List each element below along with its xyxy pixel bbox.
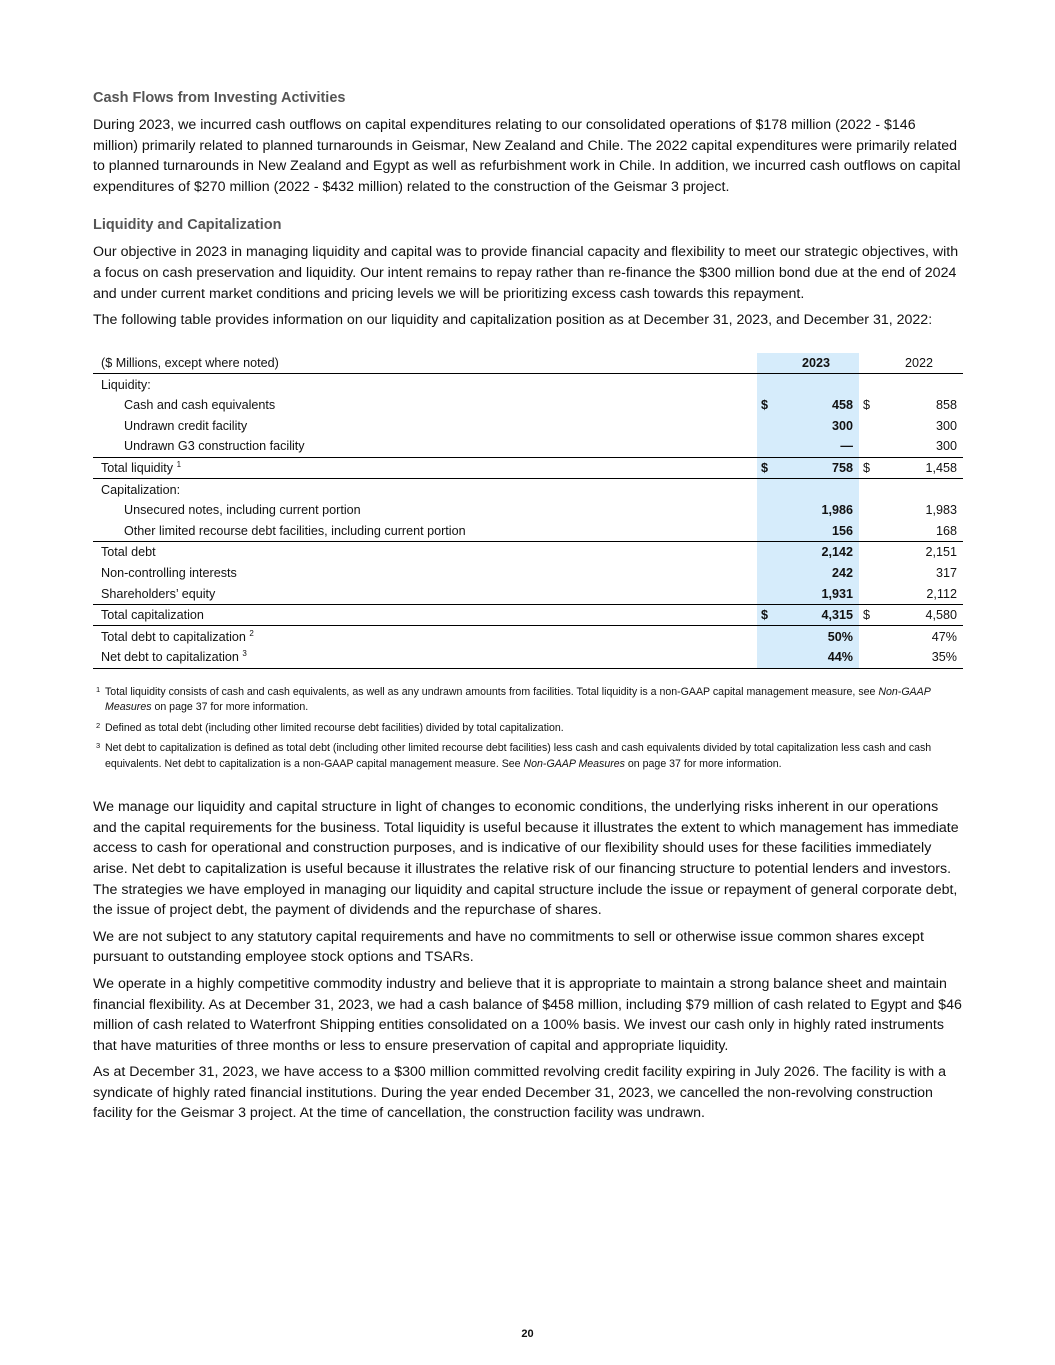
currency-2022 (859, 647, 875, 668)
value-2022: 35% (875, 647, 963, 668)
table-header-row (93, 353, 963, 374)
currency-2023 (757, 521, 773, 542)
table-row (93, 374, 963, 395)
currency-2023: $ (757, 604, 773, 626)
table-row (93, 626, 963, 647)
table-row (93, 457, 963, 479)
currency-2022 (859, 521, 875, 542)
footnote-text: Net debt to capitalization is defined as total debt (including other limited recourse debt facilities) less cash and cash equivalents divided by total capitalization less cash and cash equivalents. Net debt to capitalization is a non-GAAP capital management measure. See (105, 742, 932, 770)
currency-2022 (859, 479, 875, 500)
row-label: Total debt to capitalization $^2$ (93, 626, 657, 647)
value-2022: 2,151 (875, 542, 963, 563)
value-2023: — (773, 436, 859, 457)
row-label: Non-controlling interests (101, 565, 237, 580)
closing-paragraphs (93, 797, 963, 1124)
currency-2023: $ (757, 395, 773, 416)
table-row (93, 416, 963, 437)
value-2023: 156 (773, 521, 859, 542)
paragraph-financial-flexibility: We operate in a highly competitive commodity industry and believe that it is appropriate to maintain a strong balance sheet and maintain financial flexibility. As at December 31, 2023, we had a cash balance of $458 million, including $79 million of cash related to Egypt and $46 million of cash related to Waterfront Shipping entities consolidated on a 100% basis. We invest our cash only in highly rated instruments that have maturities of three months or less to ensure preservation of capital and appropriate liquidity. (93, 975, 962, 1054)
footnote-text-end: on page 37 for more information. (151, 701, 309, 714)
table-row (93, 521, 963, 542)
liquidity-table (93, 353, 963, 669)
row-label: Total capitalization (93, 604, 657, 626)
value-2023: 758 (773, 457, 859, 479)
footnote-reference: Non-GAAP Measures (105, 685, 931, 714)
value-2023: 4,315 (773, 604, 859, 626)
value-2022: 858 (935, 398, 957, 413)
table-row (93, 647, 963, 668)
value-2023: 2,142 (773, 542, 859, 563)
paragraph-capital-structure: We manage our liquidity and capital structure in light of changes to economic conditions, the underlying risks inherent in our operations and the capital requirements for the business. Total liquidity is useful because it illustrates the extent to which management has immediate access to cash for operational and construction purposes, and is indicative of our flexibility should uses for these facilities immediately arise. Net debt to capitalization is useful because it illustrates the relative risk of our financing structure to potential lenders and investors. The strategies we have employed in managing our liquidity and capital structure include the issue or repayment of general corporate debt, the issue of project debt, the payment of dividends and the repurchase of shares. (93, 799, 959, 919)
value-2022: 300 (935, 418, 957, 433)
investing-paragraph: During 2023, we incurred cash outflows on capital expenditures relating to our consolidated operations of $178 million (2022 - $146 million) primarily related to planned turnarounds in Geismar, New Zealand and Chile. The 2022 capital expenditures were primarily related to planned turnarounds in New Zealand and Egypt as well as refurbishment work in Chile. In addition, we incurred cash outflows on capital expenditures of $270 million (2022 - $432 million) related to the construction of the Geismar 3 project. (93, 117, 961, 195)
value-2022: 47% (875, 626, 963, 647)
table-row (93, 563, 963, 584)
liquidity-paragraph: Our objective in 2023 in managing liquidity and capital was to provide financial capacity and flexibility to meet our strategic objectives, with a focus on cash preservation and liquidity. Our intent remains to repay rather than re-finance the $300 million bond due at the end of 2024 and under current market conditions and pricing levels we will be prioritizing excess cash towards this repayment. (93, 244, 959, 302)
table-row (93, 436, 963, 457)
footnote-marker: 1 (176, 460, 182, 470)
value-2022: 2,112 (926, 586, 957, 601)
document-page (93, 88, 963, 1130)
currency-2023 (757, 416, 773, 437)
row-label: Other limited recourse debt facilities, including current portion (124, 523, 466, 538)
row-label: Unsecured notes, including current portion (124, 503, 361, 518)
value-2022: 168 (935, 523, 957, 538)
row-label: Total liquidity $^1$ (93, 457, 657, 479)
value-2023: 1,986 (773, 500, 859, 521)
column-header-2023: 2023 (773, 353, 859, 374)
table-row (93, 542, 963, 563)
table-row (93, 500, 963, 521)
currency-2023 (757, 479, 773, 500)
value-2022: 1,458 (875, 457, 963, 479)
value-2022: 317 (935, 565, 957, 580)
footnote (93, 685, 963, 716)
row-label: Undrawn G3 construction facility (124, 439, 305, 454)
value-2022 (875, 479, 963, 500)
table-row (93, 479, 963, 500)
value-2023: 300 (773, 416, 859, 437)
table-intro-paragraph: The following table provides information on our liquidity and capitalization position as at December 31, 2023, and December 31, 2022: (93, 312, 933, 329)
currency-2023 (757, 436, 773, 457)
value-2023: 50% (773, 626, 859, 647)
value-2023: 1,931 (773, 583, 859, 604)
footnote-number: 2 (96, 720, 101, 730)
row-label: Liquidity: (101, 377, 151, 392)
currency-2022 (859, 416, 875, 437)
currency-2023: $ (757, 457, 773, 479)
column-header-2022: 2022 (875, 353, 963, 374)
footnote-text: Defined as total debt (including other limited recourse debt facilities) divided by total capitalization. (105, 721, 564, 734)
value-2023 (773, 374, 859, 395)
currency-2022 (859, 436, 875, 457)
row-label: Cash and cash equivalents (124, 398, 276, 413)
currency-2022 (859, 542, 875, 563)
currency-2022 (859, 583, 875, 604)
currency-2022: $ (859, 604, 875, 626)
currency-2022 (859, 563, 875, 584)
footnote-text-end: on page 37 for more information. (624, 757, 782, 770)
section-heading-investing: Cash Flows from Investing Activities (93, 90, 346, 106)
page-number: 20 (521, 1328, 534, 1340)
row-label: Undrawn credit facility (124, 418, 248, 433)
currency-2023 (757, 500, 773, 521)
table-row (93, 604, 963, 626)
currency-2022 (859, 374, 875, 395)
value-2022: 300 (935, 439, 957, 454)
paragraph-credit-facility: As at December 31, 2023, we have access to a $300 million committed revolving credit facility expiring in July 2026. The facility is with a syndicate of highly rated financial institutions. During the year ended December 31, 2023, we cancelled the non-revolving construction facility for the Geismar 3 project. At the time of cancellation, the construction facility was undrawn. (93, 1064, 946, 1122)
table-row (93, 395, 963, 416)
footnote (93, 721, 963, 737)
row-label: Net debt to capitalization $^3$ (93, 647, 657, 668)
currency-2023 (757, 374, 773, 395)
row-label: Total debt (93, 542, 657, 563)
footnote (93, 741, 963, 772)
currency-2022 (859, 626, 875, 647)
currency-2022 (859, 500, 875, 521)
footnote-reference: Non-GAAP Measures (523, 757, 625, 770)
currency-2022: $ (863, 398, 871, 413)
footnotes (93, 685, 963, 773)
currency-2023 (757, 563, 773, 584)
row-label: Capitalization: (93, 479, 657, 500)
value-2022: 4,580 (875, 604, 963, 626)
currency-2022: $ (859, 457, 875, 479)
table-row (93, 583, 963, 604)
row-label: Shareholders’ equity (101, 586, 216, 601)
value-2022: 1,983 (925, 503, 957, 518)
value-2023: 458 (773, 395, 859, 416)
currency-2023 (757, 542, 773, 563)
footnote-marker: 2 (249, 628, 254, 638)
footnote-number: 1 (96, 684, 101, 694)
footnote-number: 3 (96, 741, 101, 751)
footnote-marker: 3 (242, 649, 247, 659)
table-header-label: ($ Millions, except where noted) (93, 353, 657, 374)
paragraph-statutory-requirements: We are not subject to any statutory capital requirements and have no commitments to sell or otherwise issue common shares except pursuant to outstanding employee stock options and TSARs. (93, 928, 924, 966)
value-2023 (773, 479, 859, 500)
currency-2023 (757, 626, 773, 647)
value-2023: 44% (773, 647, 859, 668)
currency-2023 (757, 647, 773, 668)
section-heading-liquidity: Liquidity and Capitalization (93, 217, 282, 234)
footnote-text: Total liquidity consists of cash and cash equivalents, as well as any undrawn amounts from facilities. Total liquidity is a non-GAAP capital management measure, see (105, 685, 879, 698)
currency-2023 (757, 583, 773, 604)
value-2022 (875, 374, 963, 395)
value-2023: 242 (773, 563, 859, 584)
